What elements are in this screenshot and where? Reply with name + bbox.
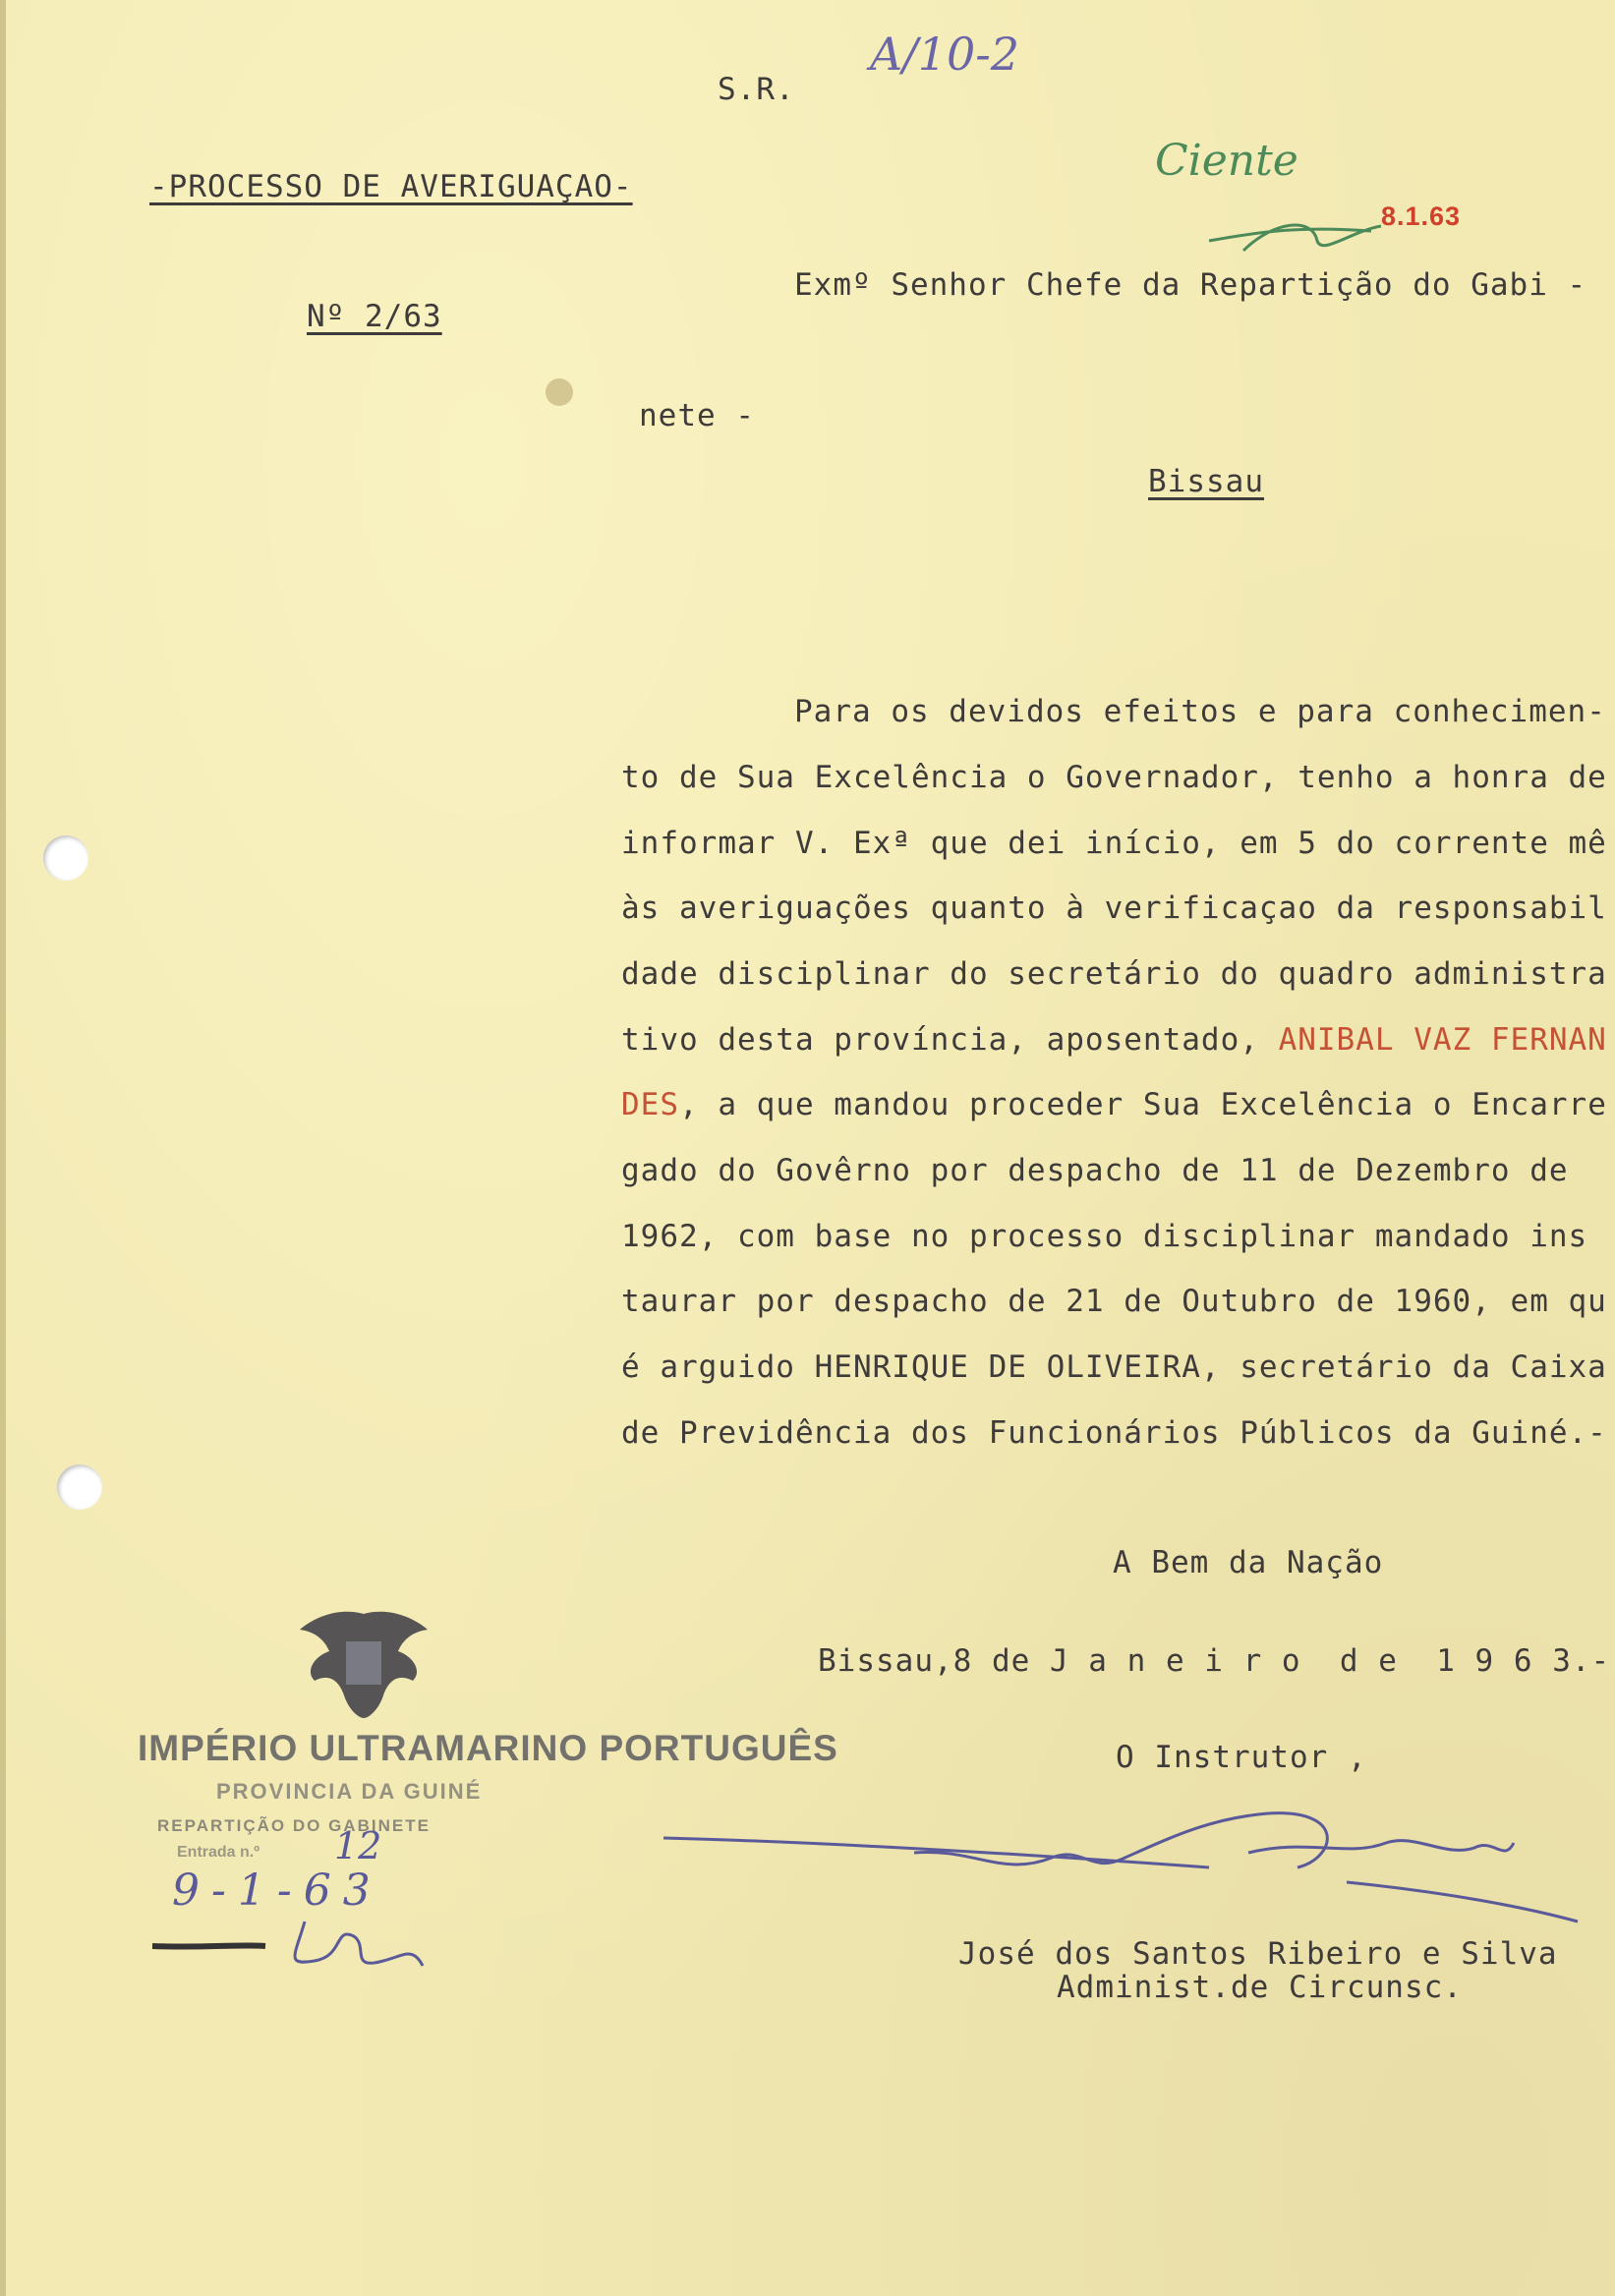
- stamp-line-1: IMPÉRIO ULTRAMARINO PORTUGUÊS: [138, 1728, 838, 1768]
- addressee-city: Bissau: [1148, 464, 1264, 499]
- body-line-5: dade disciplinar do secretário do quadro administra: [621, 956, 1607, 992]
- received-date-stamp: 8.1.63: [1381, 201, 1462, 231]
- sr-label: S.R.: [718, 72, 795, 107]
- coat-of-arms-emblem: [285, 1602, 442, 1730]
- body-line-7: [621, 1087, 1607, 1122]
- stamp-entry-number: 12: [334, 1824, 382, 1867]
- punch-hole-bottom: [57, 1464, 102, 1510]
- place-date: Bissau,8 de J a n e i r o d e 1 9 6 3.-: [818, 1643, 1611, 1679]
- stain-spot: [546, 378, 573, 406]
- addressee-line-2: nete -: [639, 398, 755, 433]
- body-line-12: de Previdência dos Funcionários Públicos da Guiné.-: [621, 1415, 1607, 1451]
- body-line-2: to de Sua Excelência o Governador, tenho a honra de: [621, 760, 1607, 795]
- body-line-11: é arguido HENRIQUE DE OLIVEIRA, secretário da Caixa: [621, 1349, 1607, 1385]
- registry-stamp: [138, 1602, 838, 1995]
- punch-hole-top: [43, 835, 88, 881]
- instructor-label: O Instrutor ,: [1116, 1740, 1367, 1775]
- ciente-handwritten: Ciente: [1155, 136, 1298, 186]
- stamp-entry-label: Entrada n.º: [177, 1844, 260, 1861]
- salutation: A Bem da Nação: [1113, 1545, 1384, 1580]
- body-line-7-text: , a que mandou proceder Sua Excelência o Encarre: [679, 1087, 1607, 1122]
- body-line-9: 1962, com base no processo disciplinar mandado ins: [621, 1219, 1588, 1254]
- body-line-10: taurar por despacho de 21 de Outubro de 1960, em qu: [621, 1284, 1607, 1319]
- handwritten-reference: A/10-2: [870, 28, 1020, 81]
- signer-name: José dos Santos Ribeiro e Silva: [958, 1936, 1558, 1972]
- body-line-8: gado do Govêrno por despacho de 11 de Dezembro de: [621, 1153, 1569, 1188]
- stamp-line-2: PROVINCIA DA GUINÉ: [216, 1779, 483, 1804]
- stamp-initials-scribble: [147, 1917, 462, 1985]
- process-number: Nº 2/63: [307, 299, 442, 334]
- body-line-1: Para os devidos efeitos e para conhecimen-: [794, 694, 1606, 729]
- body-line-4: às averiguações quanto à verificaçao da responsabil: [621, 890, 1607, 926]
- process-title: -PROCESSO DE AVERIGUAÇAO-: [149, 169, 633, 204]
- signer-title: Administ.de Circunsc.: [1057, 1970, 1463, 2005]
- highlighted-name-part-1: ANIBAL VAZ FERNAN: [1278, 1022, 1607, 1058]
- body-line-6: [621, 1022, 1607, 1058]
- highlighted-name-part-2: DES: [621, 1087, 679, 1122]
- stamp-entry-date: 9-1-63: [172, 1866, 382, 1916]
- paper-edge: [0, 0, 6, 2296]
- body-line-6-text: tivo desta província, aposentado,: [621, 1022, 1279, 1058]
- body-line-3: informar V. Exª que dei início, em 5 do corrente mê: [621, 826, 1607, 861]
- signature: [659, 1799, 1583, 1936]
- initials-scribble: [1204, 201, 1391, 270]
- addressee-line-1: Exmº Senhor Chefe da Repartição do Gabi -: [794, 267, 1587, 303]
- stamp-line-3: REPARTIÇÃO DO GABINETE: [157, 1816, 431, 1835]
